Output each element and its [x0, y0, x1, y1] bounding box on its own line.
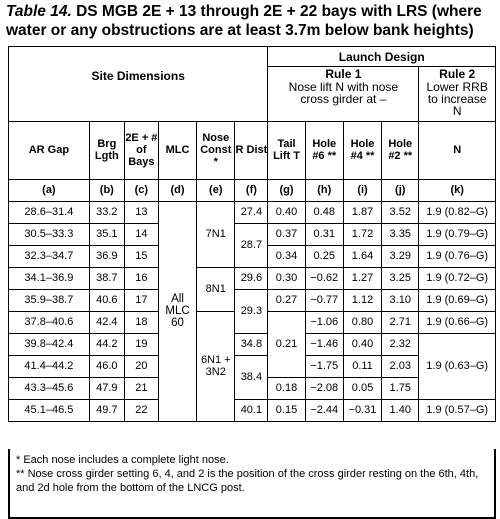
nose-const-cell: 8N1 [197, 267, 235, 311]
hole2-cell: 3.25 [382, 267, 419, 289]
n-cell: 1.9 (0.79–G) [419, 223, 496, 245]
tail-lift-cell: 0.37 [268, 223, 305, 245]
bays-cell: 20 [124, 355, 158, 377]
tail-lift-cell: 0.15 [268, 399, 305, 421]
hole6-cell: −2.44 [305, 399, 343, 421]
letter-k: (k) [419, 179, 496, 201]
ar-gap-cell: 43.3–45.6 [9, 377, 90, 399]
n-cell: 1.9 (0.72–G) [419, 267, 496, 289]
hole6-cell: −2.08 [305, 377, 343, 399]
launch-design-table [8, 46, 496, 422]
col-r-dist: R Dist [235, 121, 268, 179]
launch-design-header: Launch Design [268, 47, 496, 67]
brg-lgth-cell: 44.2 [89, 333, 124, 355]
bays-cell: 21 [124, 377, 158, 399]
hole4-cell: 1.12 [343, 289, 381, 311]
r-dist-cell: 40.1 [235, 399, 268, 421]
hole6-cell: −0.77 [305, 289, 343, 311]
table-row [9, 267, 496, 289]
n-cell: 1.9 (0.63–G) [419, 333, 496, 399]
r-dist-cell: 27.4 [235, 201, 268, 223]
col-nose-const: Nose Const * [197, 121, 235, 179]
brg-lgth-cell: 42.4 [89, 311, 124, 333]
n-cell: 1.9 (0.69–G) [419, 289, 496, 311]
brg-lgth-cell: 36.9 [89, 245, 124, 267]
n-cell: 1.9 (0.66–G) [419, 311, 496, 333]
ar-gap-cell: 41.4–44.2 [9, 355, 90, 377]
ar-gap-cell: 35.9–38.7 [9, 289, 90, 311]
brg-lgth-cell: 35.1 [89, 223, 124, 245]
brg-lgth-cell: 49.7 [89, 399, 124, 421]
hole2-cell: 1.40 [382, 399, 419, 421]
letter-f: (f) [235, 179, 268, 201]
letter-j: (j) [382, 179, 419, 201]
letter-a: (a) [9, 179, 90, 201]
tail-lift-cell: 0.30 [268, 267, 305, 289]
bays-cell: 18 [124, 311, 158, 333]
hole4-cell: 1.87 [343, 201, 381, 223]
ar-gap-cell: 30.5–33.3 [9, 223, 90, 245]
bays-cell: 19 [124, 333, 158, 355]
table-footnotes [8, 449, 496, 519]
col-n: N [419, 121, 496, 179]
footnote-single-asterisk: * Each nose includes a complete light nose. [16, 454, 229, 466]
table-row [9, 201, 496, 223]
footnote-double-asterisk: ** Nose cross girder setting 6, 4, and 2 is the position of the cross girder resting on the 6th, 4th, and 2d hole from the bottom of the LNCG post. [16, 468, 479, 494]
letter-g: (g) [268, 179, 305, 201]
table-row [9, 289, 496, 311]
hole6-cell: −1.75 [305, 355, 343, 377]
table-row [9, 333, 496, 355]
brg-lgth-cell: 38.7 [89, 267, 124, 289]
brg-lgth-cell: 46.0 [89, 355, 124, 377]
hole6-cell: −1.46 [305, 333, 343, 355]
bays-cell: 22 [124, 399, 158, 421]
hole6-cell: 0.48 [305, 201, 343, 223]
r-dist-cell: 29.6 [235, 267, 268, 289]
hole2-cell: 2.32 [382, 333, 419, 355]
col-hole4: Hole #4 ** [343, 121, 381, 179]
tail-lift-cell: 0.34 [268, 245, 305, 267]
ar-gap-cell: 45.1–46.5 [9, 399, 90, 421]
tail-lift-cell: 0.18 [268, 377, 305, 399]
bays-cell: 17 [124, 289, 158, 311]
col-ar-gap: AR Gap [9, 121, 90, 179]
hole6-cell: −1.06 [305, 311, 343, 333]
hole6-cell: −0.62 [305, 267, 343, 289]
site-dimensions-header: Site Dimensions [9, 47, 268, 122]
ar-gap-cell: 28.6–31.4 [9, 201, 90, 223]
hole2-cell: 3.10 [382, 289, 419, 311]
rule2-description: Lower RRB to increase N [419, 81, 496, 121]
bays-cell: 15 [124, 245, 158, 267]
table-number: Table 14. [6, 3, 72, 20]
table-row [9, 399, 496, 421]
ar-gap-cell: 32.3–34.7 [9, 245, 90, 267]
hole4-cell: 0.05 [343, 377, 381, 399]
nose-const-cell: 6N1 + 3N2 [197, 311, 235, 421]
hole4-cell: 1.64 [343, 245, 381, 267]
hole2-cell: 1.75 [382, 377, 419, 399]
col-hole6: Hole #6 ** [305, 121, 343, 179]
table-title: DS MGB 2E + 13 through 2E + 22 bays with LRS (where water or any obstructions are at least 3.7m below bank heights) [6, 3, 482, 39]
rule1-header: Rule 1 [268, 67, 419, 82]
hole2-cell: 3.29 [382, 245, 419, 267]
letter-i: (i) [343, 179, 381, 201]
brg-lgth-cell: 33.2 [89, 201, 124, 223]
col-mlc: MLC [158, 121, 196, 179]
hole4-cell: 0.40 [343, 333, 381, 355]
n-cell: 1.9 (0.76–G) [419, 245, 496, 267]
hole6-cell: 0.25 [305, 245, 343, 267]
brg-lgth-cell: 47.9 [89, 377, 124, 399]
n-cell: 1.9 (0.57–G) [419, 399, 496, 421]
col-bays: 2E + # of Bays [124, 121, 158, 179]
ar-gap-cell: 39.8–42.4 [9, 333, 90, 355]
col-tail-lift: Tail Lift T [268, 121, 305, 179]
letter-e: (e) [197, 179, 235, 201]
letter-b: (b) [89, 179, 124, 201]
col-brg-lgth: Brg Lgth [89, 121, 124, 179]
tail-lift-cell: 0.21 [268, 311, 305, 377]
hole4-cell: 0.11 [343, 355, 381, 377]
hole4-cell: −0.31 [343, 399, 381, 421]
col-hole2: Hole #2 ** [382, 121, 419, 179]
letter-h: (h) [305, 179, 343, 201]
n-cell: 1.9 (0.82–G) [419, 201, 496, 223]
r-dist-cell: 34.8 [235, 333, 268, 355]
hole2-cell: 2.03 [382, 355, 419, 377]
brg-lgth-cell: 40.6 [89, 289, 124, 311]
hole4-cell: 1.72 [343, 223, 381, 245]
rule2-header: Rule 2 [419, 67, 496, 82]
hole2-cell: 3.52 [382, 201, 419, 223]
bays-cell: 13 [124, 201, 158, 223]
mlc-cell: All MLC 60 [158, 201, 196, 421]
table-caption [6, 2, 496, 40]
hole4-cell: 0.80 [343, 311, 381, 333]
tail-lift-cell: 0.40 [268, 201, 305, 223]
r-dist-cell: 38.4 [235, 355, 268, 399]
bays-cell: 16 [124, 267, 158, 289]
letter-d: (d) [158, 179, 196, 201]
letter-c: (c) [124, 179, 158, 201]
tail-lift-cell: 0.27 [268, 289, 305, 311]
hole2-cell: 3.35 [382, 223, 419, 245]
ar-gap-cell: 34.1–36.9 [9, 267, 90, 289]
rule1-description: Nose lift N with nose cross girder at – [268, 81, 419, 121]
r-dist-cell: 29.3 [235, 289, 268, 333]
bays-cell: 14 [124, 223, 158, 245]
nose-const-cell: 7N1 [197, 201, 235, 267]
table-row [9, 223, 496, 245]
r-dist-cell: 28.7 [235, 223, 268, 267]
hole6-cell: 0.31 [305, 223, 343, 245]
hole2-cell: 2.71 [382, 311, 419, 333]
hole4-cell: 1.27 [343, 267, 381, 289]
ar-gap-cell: 37.8–40.6 [9, 311, 90, 333]
